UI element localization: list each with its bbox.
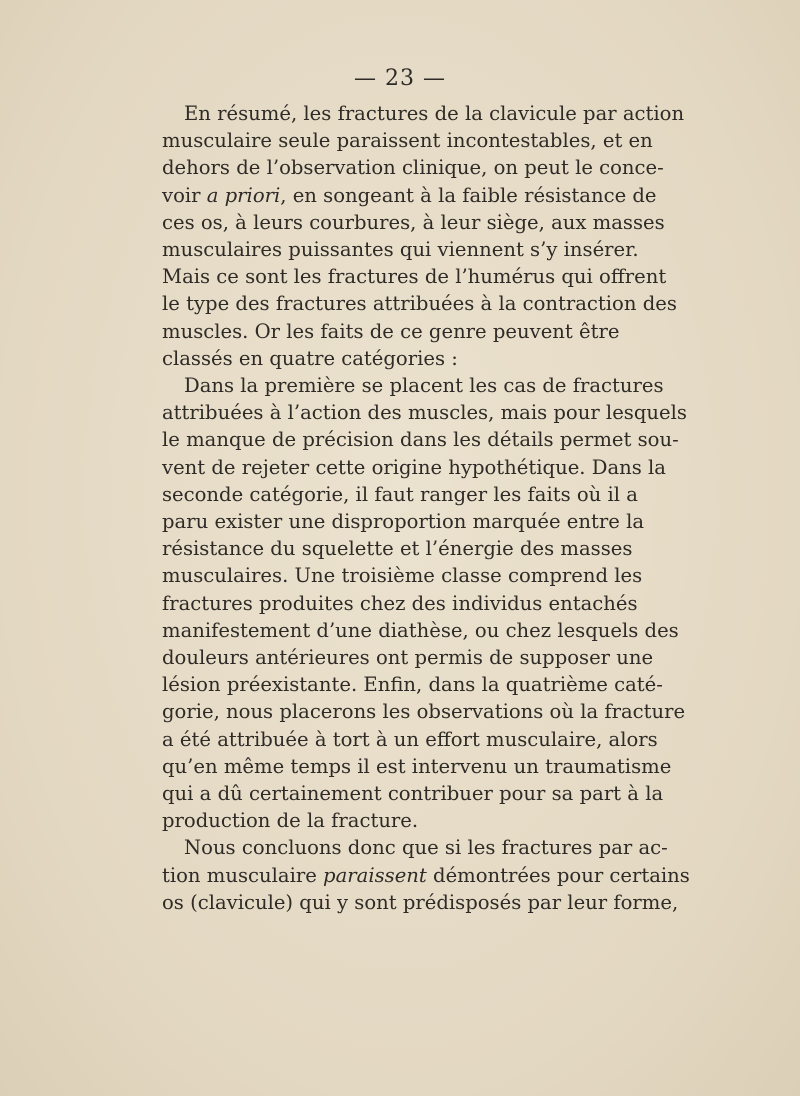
text-segment: classés en quatre catégories : bbox=[162, 346, 458, 370]
text-line bbox=[162, 617, 679, 644]
text-segment: Mais ce sont les fractures de l’humérus qui offrent bbox=[162, 265, 667, 289]
text-segment: tion musculaire bbox=[162, 863, 324, 887]
text-line bbox=[162, 127, 653, 154]
text-line bbox=[162, 590, 638, 617]
text-segment: production de la fracture. bbox=[162, 809, 419, 833]
text-line bbox=[162, 318, 620, 345]
text-line bbox=[162, 807, 614, 834]
text-segment: voir bbox=[162, 183, 207, 207]
text-line bbox=[162, 100, 685, 127]
page-number: — 23 — bbox=[354, 66, 446, 91]
text-line bbox=[162, 209, 665, 236]
text-line bbox=[162, 834, 668, 861]
text-segment: , en songeant à la faible résistance de bbox=[280, 183, 657, 207]
text-segment: os (clavicule) qui y sont prédisposés par leur forme, bbox=[162, 890, 679, 914]
text-segment: lésion préexistante. Enfin, dans la quatrième caté- bbox=[162, 673, 663, 697]
text-line bbox=[162, 345, 614, 372]
text-segment: attribuées à l’action des muscles, mais pour lesquels bbox=[162, 401, 687, 425]
text-segment: vent de rejeter cette origine hypothétique. Dans la bbox=[162, 455, 666, 479]
text-segment: fractures produites chez des individus entachés bbox=[162, 591, 638, 615]
body-text bbox=[162, 100, 690, 916]
text-segment: a été attribuée à tort à un effort musculaire, alors bbox=[162, 727, 658, 751]
text-line bbox=[162, 290, 677, 317]
text-segment: manifestement d’une diathèse, ou chez lesquels des bbox=[162, 618, 679, 642]
text-segment: En résumé, les fractures de la clavicule par action bbox=[184, 102, 685, 125]
text-segment: musculaires puissantes qui viennent s’y insérer. bbox=[162, 238, 639, 262]
text-segment: Nous concluons donc que si les fractures par ac- bbox=[184, 836, 668, 860]
text-line bbox=[162, 889, 679, 916]
text-line bbox=[162, 454, 666, 481]
text-segment: qui a dû certainement contribuer pour sa part à la bbox=[162, 782, 664, 806]
text-segment: paru exister une disproportion marquée entre la bbox=[162, 510, 645, 534]
italic-text: a priori bbox=[206, 183, 281, 207]
text-line bbox=[162, 698, 686, 725]
text-line bbox=[162, 236, 639, 263]
text-segment: douleurs antérieures ont permis de supposer une bbox=[162, 646, 654, 670]
text-line bbox=[162, 535, 633, 562]
text-segment: ces os, à leurs courbures, à leur siège, aux masses bbox=[162, 210, 665, 234]
text-segment: gorie, nous placerons les observations où la fracture bbox=[162, 700, 686, 724]
text-line bbox=[162, 780, 664, 807]
text-line bbox=[162, 182, 657, 209]
text-segment: qu’en même temps il est intervenu un traumatisme bbox=[162, 754, 672, 778]
text-line bbox=[162, 508, 645, 535]
text-segment: musculaire seule paraissent incontestables, et en bbox=[162, 129, 653, 153]
text-line bbox=[162, 862, 690, 889]
text-line bbox=[162, 562, 643, 589]
text-segment: démontrées pour certains bbox=[426, 863, 690, 887]
text-line bbox=[162, 481, 638, 508]
text-line bbox=[162, 426, 679, 453]
text-line bbox=[162, 372, 664, 399]
italic-text: paraissent bbox=[323, 863, 427, 887]
text-line bbox=[162, 263, 667, 290]
text-segment: musculaires. Une troisième classe comprend les bbox=[162, 564, 643, 588]
text-line bbox=[162, 154, 664, 181]
text-line bbox=[162, 753, 672, 780]
text-segment: le type des fractures attribuées à la contraction des bbox=[162, 292, 677, 316]
text-line bbox=[162, 671, 663, 698]
text-segment: muscles. Or les faits de ce genre peuvent être bbox=[162, 319, 620, 343]
text-line bbox=[162, 644, 654, 671]
text-segment: le manque de précision dans les détails permet sou- bbox=[162, 428, 679, 452]
text-segment: résistance du squelette et l’énergie des masses bbox=[162, 537, 633, 561]
text-segment: dehors de l’observation clinique, on peut le conce- bbox=[162, 156, 664, 180]
text-line bbox=[162, 726, 658, 753]
text-segment: Dans la première se placent les cas de fractures bbox=[184, 374, 664, 398]
text-line bbox=[162, 399, 687, 426]
text-segment: seconde catégorie, il faut ranger les faits où il a bbox=[162, 482, 638, 506]
